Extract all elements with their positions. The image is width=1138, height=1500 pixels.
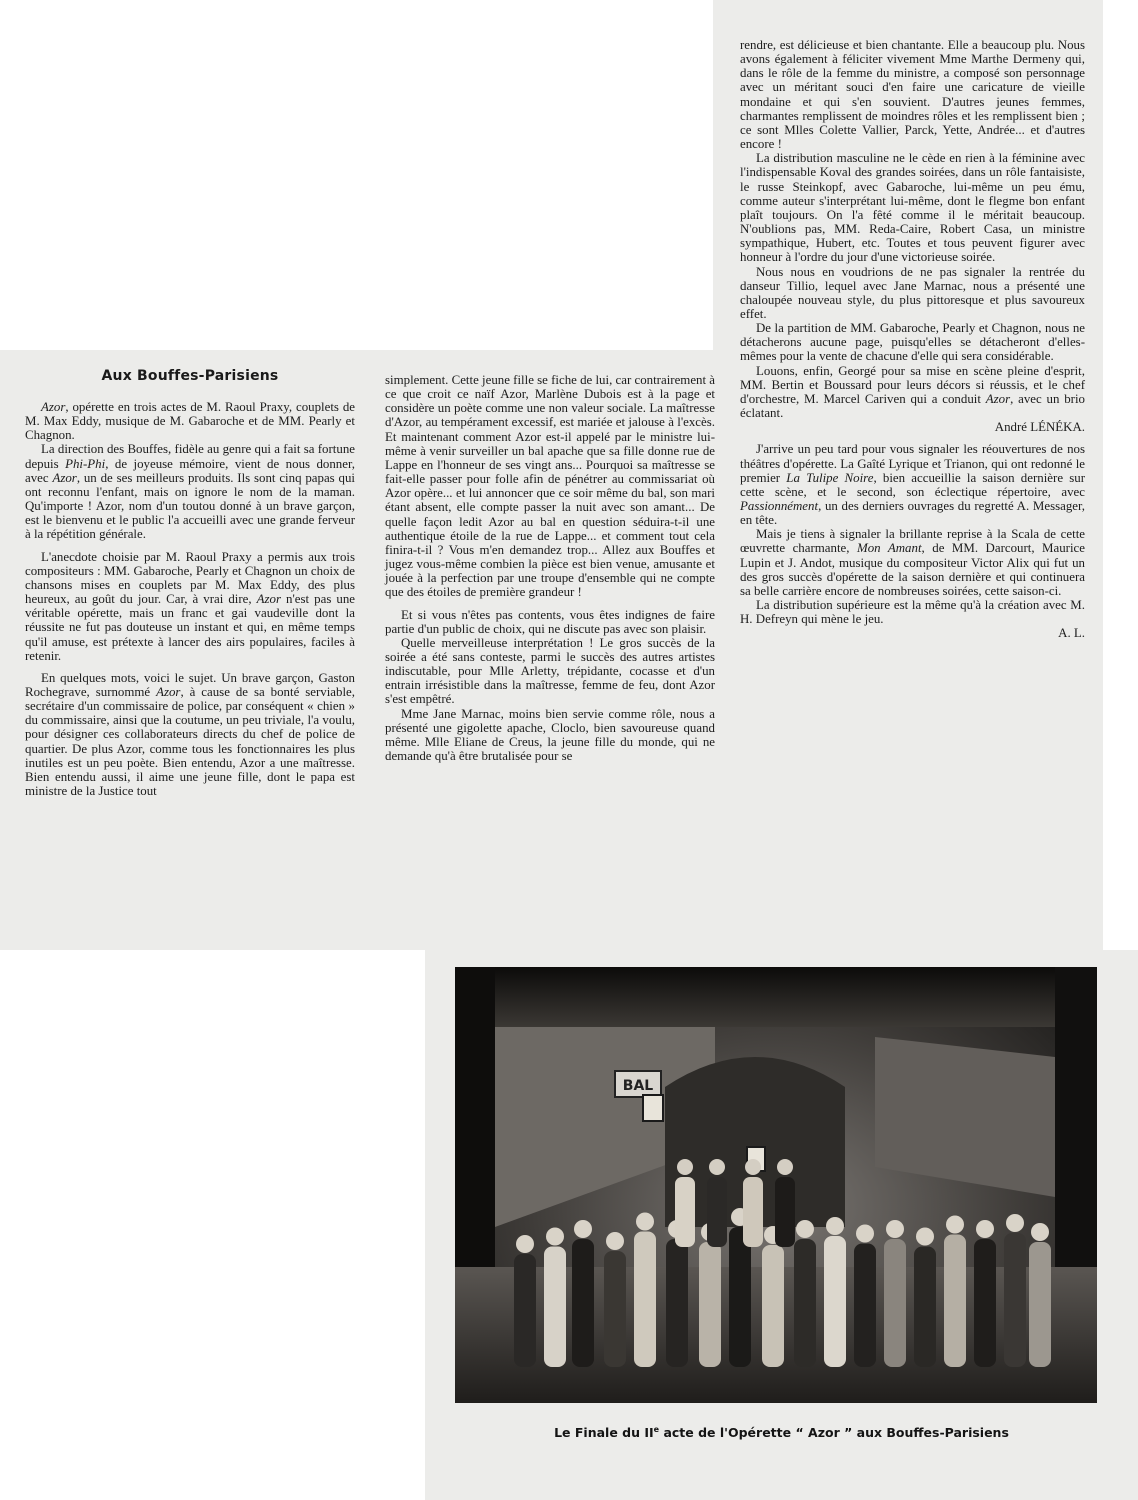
cast-member-head (1006, 1214, 1024, 1232)
cast-member-figure (572, 1239, 594, 1367)
italic-title: La Tulipe Noire (786, 470, 874, 485)
cast-member-figure (729, 1227, 751, 1367)
cast-member-head (946, 1216, 964, 1234)
right-building (875, 1037, 1055, 1197)
italic-title: Azor (156, 684, 181, 699)
paragraph: Mme Jane Marnac, moins bien servie comme rôle, nous a présenté une gigolette apache, Cloclo, bien savoureuse quand même. Mlle Eliane de Creus, la jeune fille du monde, qui ne demande qu'à être brutalisée pour se (385, 706, 715, 764)
cast-member-head (856, 1225, 874, 1243)
paragraph: De la partition de MM. Gabaroche, Pearly et Chagnon, nous ne détacherons aucune page, puisqu'elles se détacheront d'elles-mêmes pour la vente de chacune d'elle qui sera considérable. (740, 321, 1085, 364)
cast-member-figure (914, 1247, 936, 1368)
lantern-left-icon (643, 1095, 663, 1121)
paragraph: J'arrive un peu tard pour vous signaler les réouvertures de nos théâtres d'opérette. La Gaîté Lyrique et Trianon, qui ont redonné le premier La Tulipe Noire, bien accueillie la saison dernière sur cette scène, et le second, son éclectique répertoire, avec Passionnément, un des derniers ouvrages du regretté A. Messager, en tête. (740, 442, 1085, 528)
cast-member-figure (944, 1235, 966, 1368)
paragraph: Louons, enfin, Georgé pour sa mise en scène pleine d'esprit, MM. Bertin et Boussard pour leurs décors si réussis, et le chef d'orchestre, M. Marcel Cariven qui a conduit Azor, avec un brio éclatant. (740, 363, 1086, 421)
cast-member-head (516, 1235, 534, 1253)
cast-member-figure (884, 1239, 906, 1367)
cast-member-head (546, 1228, 564, 1246)
paragraph: Quelle merveilleuse interprétation ! Le gros succès de la soirée a été sans conteste, parmi le succès des autres artistes indiscutable, pour Mlle Arletty, trépidante, cocasse et d'un entrain irrésistible dans la maîtresse, femme de feu, dont Azor s'est empêtré. (385, 635, 715, 707)
cast-member-figure (1004, 1233, 1026, 1367)
back-row-head (677, 1159, 693, 1175)
cast-member-figure (544, 1247, 566, 1368)
back-row-head (709, 1159, 725, 1175)
cast-member-figure (604, 1251, 626, 1367)
cast-member-head (886, 1220, 904, 1238)
cast-member-head (796, 1220, 814, 1238)
cast-member-figure (854, 1244, 876, 1368)
cast-member-figure (666, 1239, 688, 1367)
italic-title: Mon Amant (856, 541, 922, 556)
cast-member-figure (974, 1239, 996, 1367)
caption-before: Le Finale du II (554, 1425, 654, 1441)
proscenium-top (455, 967, 1097, 1027)
paragraph: simplement. Cette jeune fille se fiche de lui, car contrairement à ce que croit ce naïf Azor, Marlène Dubois est à la page et considère un poète comme une non valeur sociale. La maîtresse d'Azor, au tempérament excessif, est mariée et jalouse à l'excès. Et maintenant comment Azor est-il appelé par le ministre lui-même à venir surveiller un bal apache que sa fille donne rue de Lappe en l'honneur de ses vingt ans... Pourquoi sa maîtresse se fait-elle passer pour folle afin de pénétrer au commissariat où Azor opère... et lui annoncer que ce soir même du bal, son mari étant absent, elle compte passer la nuit avec son amant... De quelle façon ledit Azor au bal en question séduira-t-il une authentique étoile de la rue de Lappe... et comment tout cela finira-t-il ? Vous m'en demandez trop... Allez aux Bouffes et jugez vous-même combien la pièce est bien venue, amusante et jouée à la perfection par une troupe d'ensemble qui ne compte que des étoiles de première grandeur ! (385, 373, 716, 600)
cast-member-figure (762, 1245, 784, 1367)
back-row-figure (707, 1177, 727, 1247)
italic-title: Azor (41, 400, 66, 414)
paragraph: L'anecdote choisie par M. Raoul Praxy a permis aux trois compositeurs : MM. Gabaroche, Pearly et Chagnon un choix de chansons mises en couplets par M. Max Eddy, des plus heureux, au goût du jour. Car, à vrai dire, Azor n'est pas une véritable opérette, mais un franc et gai vaudeville dont la réussite ne fut pas douteuse un instant et qui, en même temps qu'il amuse, est prétexte à lancer des airs populaires, faciles à retenir. (25, 549, 355, 663)
cast-member-head (976, 1220, 994, 1238)
cast-member-head (636, 1213, 654, 1231)
cast-member-figure (824, 1236, 846, 1367)
cast-member-head (606, 1232, 624, 1250)
back-row-figure (675, 1177, 695, 1247)
paragraph: Et si vous n'êtes pas contents, vous êtes indignes de faire partie d'un public de choix, qui ne discute pas avec son plaisir. (385, 607, 715, 636)
paragraph: La direction des Bouffes, fidèle au genre qui a fait sa fortune depuis Phi-Phi, de joyeuse mémoire, vient de nous donner, avec Azor, un de ses meilleurs produits. Ils sont cinq papas qui ont reconnu l'enfant, mais on ignore le nom de la maman. Qu'importe ! Azor, nom d'un toutou donné à un brave garçon, est le bienvenu et le public l'a accueilli avec une grande ferveur à la répétition générale. (25, 442, 355, 542)
cast-member-figure (634, 1232, 656, 1368)
italic-title: Phi-Phi (65, 456, 106, 471)
paragraph: rendre, est délicieuse et bien chantante. Elle a beaucoup plu. Nous avons également à féliciter vivement Mme Marthe Dermeny qui, dans le rôle de la femme du ministre, a composé son personnage avec un méritant souci d'en faire une caricature de vieille mondaine et qui s'en souvient. D'autres jeunes femmes, charmantes remplissent de moindres rôles et les remplissent bien ; ce sont Mlles Colette Vallier, Parck, Yette, Andrée... et d'autres encore ! (740, 38, 1085, 152)
cast-member-head (916, 1228, 934, 1246)
italic-title: Azor (52, 470, 77, 485)
paragraph: Azor, opérette en trois actes de M. Raoul Praxy, couplets de M. Max Eddy, musique de M. Gabaroche et de MM. Pearly et Chagnon. (25, 400, 355, 443)
cast-member-figure (514, 1254, 536, 1367)
cast-member-figure (699, 1242, 721, 1367)
italic-title: Passionnément (740, 499, 819, 513)
paragraph: La distribution supérieure est la même qu'à la création avec M. H. Defreyn qui mène le jeu. (740, 598, 1085, 627)
back-row-figure (743, 1177, 763, 1247)
cast-member-figure (794, 1239, 816, 1367)
back-row-head (777, 1159, 793, 1175)
back-row-figure (775, 1177, 795, 1247)
stage-photo (455, 967, 1097, 1403)
italic-title: Azor (256, 592, 281, 607)
article-title: Aux Bouffes-Parisiens (101, 368, 279, 384)
cast-member-head (826, 1217, 844, 1235)
caption-after: acte de l'Opérette “ Azor ” aux Bouffes-Parisiens (659, 1425, 1009, 1441)
article-column-1 (25, 400, 355, 798)
cast-member-head (574, 1220, 592, 1238)
stage-photo-illustration (455, 967, 1097, 1403)
paragraph: Nous nous en voudrions de ne pas signaler la rentrée du danseur Tillio, lequel avec Jane Marnac, nous a présenté une chaloupée nouveau style, du plus pittoresque et plus savoureux effet. (740, 264, 1085, 321)
bal-sign-text: BAL (622, 1078, 654, 1094)
back-row-head (745, 1159, 761, 1175)
cast-member-figure (1029, 1242, 1051, 1367)
article-column-3 (740, 38, 1085, 641)
paragraph: André LÉNÉKA. (994, 420, 1085, 435)
cast-member-head (1031, 1223, 1049, 1241)
paragraph: La distribution masculine ne le cède en rien à la féminine avec l'indispensable Koval des grandes soirées, dans un rôle fantaisiste, le russe Steinkopf, avec Gabaroche, lui-même un peu ému, comme auteur s'interprétant lui-même, dont le flegme bon enfant plaît toujours. On l'a fêté comme il le méritait beaucoup. N'oublions pas, MM. Reda-Caire, Robert Casa, un ministre sympathique, Hubert, etc. Toutes et tous peuvent figurer avec honneur à l'ordre du jour d'une victorieuse soirée. (740, 151, 1085, 265)
paragraph: A. L. (1058, 626, 1085, 641)
article-column-2 (385, 373, 715, 763)
caption-sup: e (653, 1425, 660, 1434)
photo-caption (425, 1425, 1138, 1440)
italic-title: Azor (985, 391, 1011, 406)
paragraph: En quelques mots, voici le sujet. Un brave garçon, Gaston Rochegrave, surnommé Azor, à cause de sa bonté serviable, secrétaire d'un commissaire de police, par conséquent « chien » du commissaire, ainsi que la coutume, un peu triviale, l'a voulu, pour désigner ces collaborateurs directs du chef de police de quartier. De plus Azor, comme tous les fonctionnaires les plus inutiles est un peu poète. Bien entendu, Azor a une maîtresse. Bien entendu aussi, il aime une jeune fille, dont le papa est ministre de la Justice tout (25, 670, 355, 799)
paragraph: Mais je tiens à signaler la brillante reprise à la Scala de cette œuvrette charmante, Mon Amant, de MM. Darcourt, Maurice Lupin et J. Andot, musique du compositeur Victor Alix qui fut un des gros succès d'opérette de la saison dernière et qui continuera sa belle carrière encore de nombreuses soirées, cette saison-ci. (740, 527, 1085, 598)
